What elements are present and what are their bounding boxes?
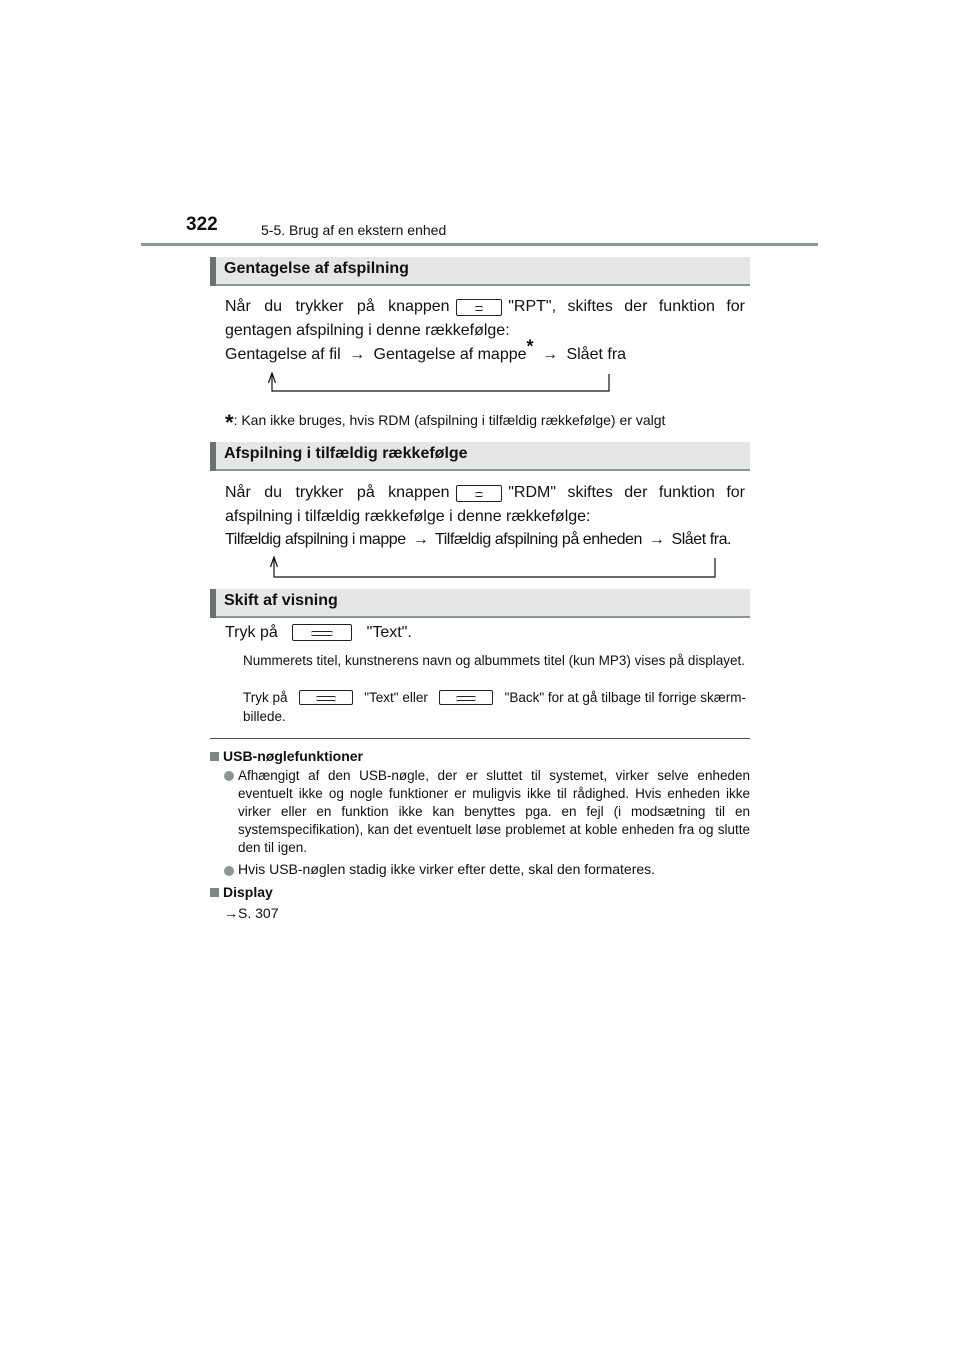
header-divider [141, 243, 818, 246]
section-heading-random [210, 442, 750, 471]
text: Tryk på [225, 624, 278, 641]
back-button-icon [439, 690, 493, 705]
repeat-paragraph-line2: gentagen afspilning i denne rækkefølge: [225, 322, 510, 339]
rpt-button-icon [456, 299, 503, 316]
info-heading-label: Display [223, 884, 273, 900]
random-cycle-sequence [225, 531, 731, 549]
cycle-step: Tilfældig afspilning i mappe [225, 531, 406, 548]
cycle-return-arrow [262, 372, 614, 394]
cycle-step: Slået fra. [671, 531, 732, 548]
usb-bullet-2: Hvis USB-nøglen stadig ikke virker efter dette, skal den formateres. [238, 861, 656, 877]
text: Tryk på [243, 690, 288, 705]
arrow-right-icon: → [224, 905, 238, 921]
rdm-button-icon [456, 485, 503, 502]
random-paragraph-line1 [225, 484, 745, 502]
text: Når du trykker på knappen [225, 298, 450, 315]
info-divider [210, 738, 750, 739]
random-paragraph-line2: afspilning i tilfældig rækkefølge i denne rækkefølge: [225, 508, 591, 525]
arrow-right-icon: → [648, 531, 665, 548]
display-note-2-cont: billede. [243, 709, 286, 724]
text: "Back" for at gå tilbage til forrige skærm- [504, 690, 746, 705]
text-button-icon [292, 624, 352, 641]
text: Når du trykker på knappen [225, 484, 450, 501]
repeat-cycle-sequence [225, 336, 627, 364]
chapter-title: 5-5. Brug af en ekstern enhed [261, 222, 447, 238]
display-note-2 [243, 690, 746, 705]
page-number: 322 [186, 214, 218, 235]
cycle-step: Gentagelse af mappe [373, 346, 527, 363]
page-reference-link[interactable]: S. 307 [238, 905, 279, 921]
section-heading-display [210, 589, 750, 618]
cycle-return-arrow [264, 556, 720, 580]
info-heading-label: USB-nøglefunktioner [223, 748, 363, 764]
footnote-asterisk: * [225, 410, 234, 435]
footnote-text: : Kan ikke bruges, hvis RDM (afspilning i tilfældig rækkefølge) er valgt [233, 412, 666, 428]
bullet-dot-icon [224, 862, 238, 880]
section-heading-label: Skift af visning [224, 592, 338, 609]
section-heading-label: Afspilning i tilfældig rækkefølge [224, 445, 468, 462]
footnote [225, 410, 665, 436]
usb-bullet-1: Afhængigt af den USB-nøgle, der er sluttet til systemet, virker selve enheden eventuelt ikke og nogle funktioner er muligvis ikke til rådighed. Hvis enheden ikke virker eller en funktion ikke kan benyttes pga. en fejl (i modsætning til en systemspecifikation), kan det eventuelt løse problemet at koble enheden fra og slutte den til igen. [238, 768, 750, 855]
display-page-reference[interactable] [224, 905, 278, 921]
footnote-asterisk: * [526, 336, 534, 357]
repeat-paragraph-line1 [225, 298, 745, 316]
section-heading-label: Gentagelse af afspilning [224, 260, 409, 277]
arrow-right-icon: → [349, 346, 366, 363]
display-paragraph [225, 624, 412, 642]
bullet-dot-icon [224, 767, 238, 785]
info-heading-usb [210, 748, 363, 764]
arrow-right-icon: → [412, 531, 429, 548]
text: "Text". [366, 624, 412, 641]
cycle-step: Gentagelse af fil [225, 346, 341, 363]
text-button-icon [299, 690, 353, 705]
arrow-right-icon: → [542, 346, 558, 363]
display-note-1: Nummerets titel, kunstnerens navn og albummets titel (kun MP3) vises på displayet. [243, 653, 745, 668]
cycle-step: Slået fra [566, 346, 627, 363]
text: "RDM" skiftes der funktion for [508, 484, 745, 501]
square-bullet-icon [210, 752, 219, 761]
square-bullet-icon [210, 888, 219, 897]
text: "RPT", skiftes der funktion for [508, 298, 745, 315]
section-heading-repeat [210, 257, 750, 286]
cycle-step: Tilfældig afspilning på enheden [434, 531, 642, 548]
info-heading-display [210, 884, 273, 900]
text: "Text" eller [364, 690, 428, 705]
